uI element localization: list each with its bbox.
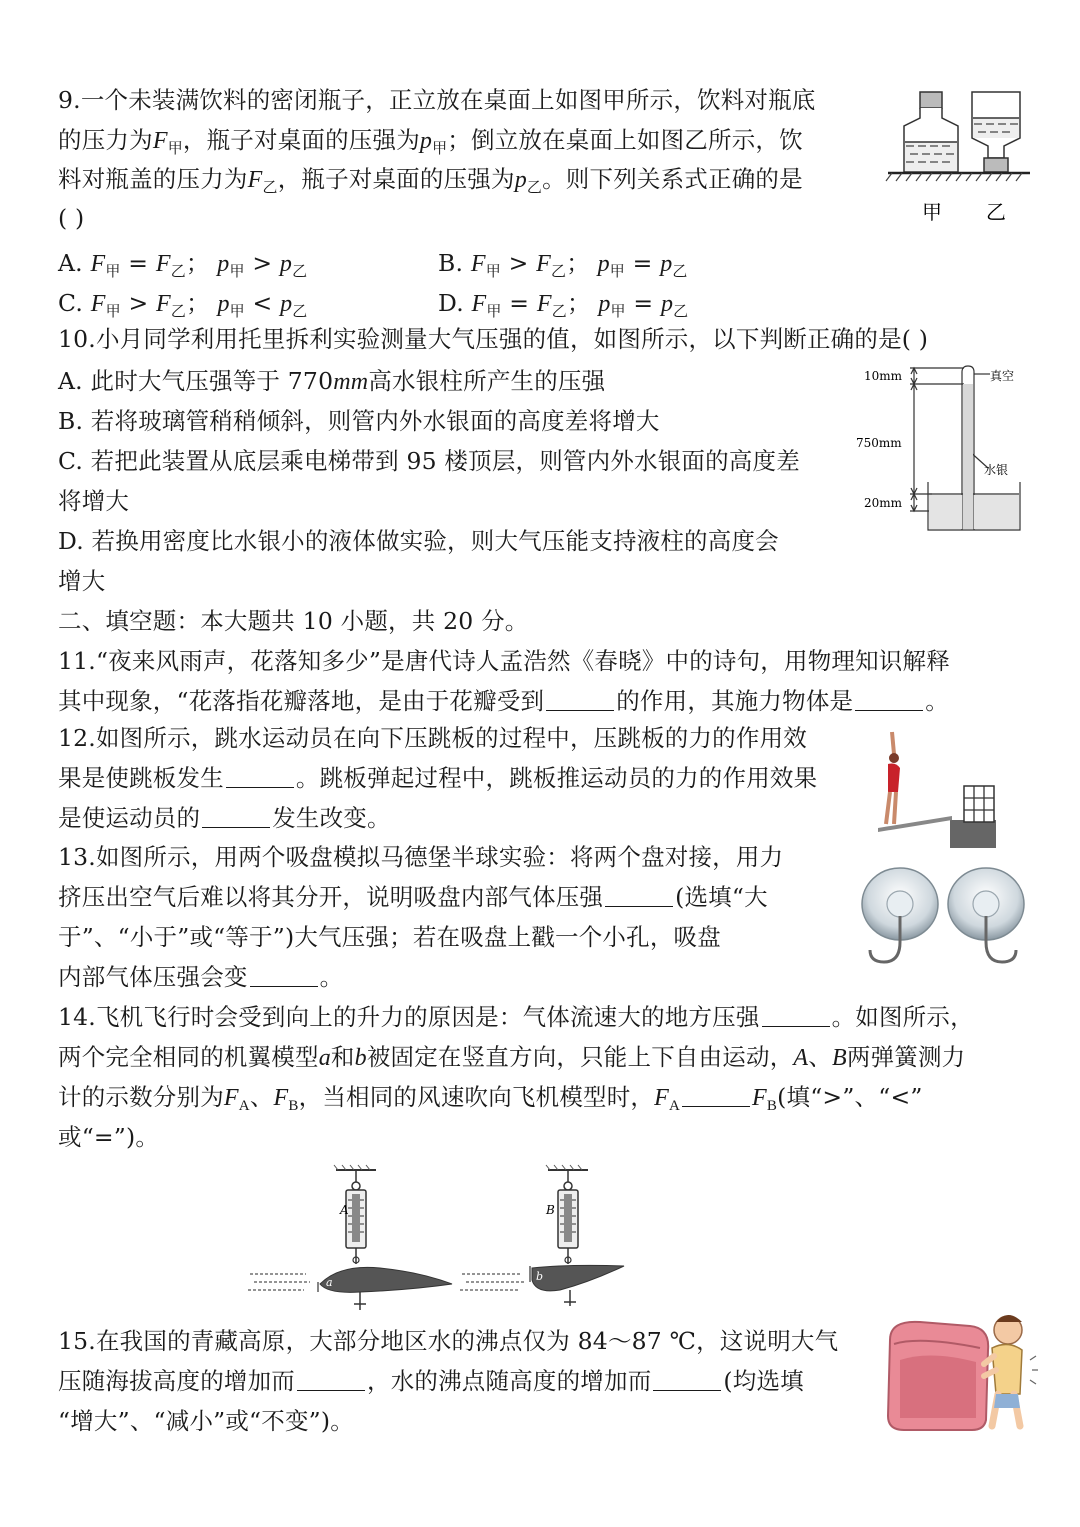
q9-text: 料对瓶盖的压力为	[58, 165, 248, 193]
sub-jia: 甲	[432, 139, 448, 157]
sub-A: A	[238, 1098, 250, 1114]
semicolon: ；	[185, 249, 210, 277]
sub-yi: 乙	[262, 178, 278, 196]
q9-answer-paren: ( )	[58, 204, 85, 232]
answer-blank[interactable]	[546, 690, 614, 711]
answer-blank[interactable]	[762, 1006, 830, 1027]
relation: >	[128, 289, 149, 317]
sub-yi: 乙	[673, 302, 689, 320]
wing-model-b	[530, 1165, 624, 1306]
label-20mm: 20mm	[864, 496, 903, 510]
q14-line-3	[58, 1081, 923, 1122]
q10-option-d-cont: 增大	[58, 567, 106, 595]
option-label: C.	[58, 289, 84, 317]
q14-text: ，当相同的风速吹向飞机模型时，	[298, 1083, 655, 1111]
var-B: B	[832, 1045, 847, 1071]
option-a-text: 高水银柱所产生的压强	[368, 367, 606, 395]
var-p: p	[279, 251, 293, 277]
suction-cup-left	[862, 868, 938, 962]
sub-yi: 乙	[292, 302, 308, 320]
wing-label-b: b	[536, 1270, 544, 1283]
sub-jia: 甲	[229, 262, 245, 280]
answer-blank[interactable]	[653, 1370, 721, 1391]
q9-text: ，瓶子对桌面的压强为	[182, 126, 420, 154]
sub-B: B	[288, 1098, 299, 1114]
mercury-column	[963, 384, 973, 529]
relation: =	[632, 249, 653, 277]
answer-blank[interactable]	[226, 767, 294, 788]
q14-text: 计的示数分别为	[58, 1083, 224, 1111]
q15-text: (均选填	[723, 1367, 804, 1395]
q12-line-3	[58, 802, 391, 834]
q9-line-2	[58, 124, 803, 164]
q14-text: 。如图所示，	[831, 1003, 974, 1031]
q12-text: 。跳板弹起过程中，跳板推运动员的力的作用效果	[295, 764, 818, 792]
sub-yi: 乙	[526, 178, 543, 196]
diver-figure	[872, 728, 1002, 850]
answer-blank[interactable]	[297, 1370, 365, 1391]
q14-line-2	[58, 1041, 965, 1074]
semicolon: ；	[566, 289, 591, 317]
sub-jia: 甲	[609, 262, 625, 280]
q13-line-1: 13.如图所示，用两个吸盘模拟马德堡半球实验：将两个盘对接，用力	[58, 843, 784, 871]
sub-jia: 甲	[486, 302, 502, 320]
var-p: p	[217, 251, 230, 277]
sub-yi: 乙	[170, 262, 186, 280]
q10-option-c[interactable]: C. 若把此装置从底层乘电梯带到 95 楼顶层，则管内外水银面的高度差	[58, 447, 800, 475]
q13-line-4	[58, 961, 343, 993]
label-jia: 甲	[922, 200, 942, 224]
q13-text: (选填“大	[675, 883, 768, 911]
var-b: b	[354, 1045, 367, 1071]
sub-yi: 乙	[672, 262, 688, 280]
relation: <	[252, 289, 273, 317]
q14-text: 、	[808, 1043, 832, 1071]
sub-jia: 甲	[105, 262, 121, 280]
q15-line-1: 15.在我国的青藏高原，大部分地区水的沸点仅为 84～87 ℃，这说明大气	[58, 1327, 839, 1355]
option-label: B.	[438, 249, 464, 277]
var-a: a	[318, 1045, 331, 1071]
q14-text: 两个完全相同的机翼模型	[58, 1043, 319, 1071]
semicolon: ；	[566, 249, 590, 277]
relation: >	[252, 249, 273, 277]
var-F: F	[156, 291, 171, 317]
var-F: F	[654, 1085, 669, 1111]
q9-text: 的压力为	[58, 126, 153, 154]
q13-line-3: 于”、“小于”或“等于”)大气压强；若在吸盘上戳一个小孔，吸盘	[58, 923, 721, 951]
sub-yi: 乙	[551, 262, 567, 280]
q11-text: 的作用，其施力物体是	[616, 687, 854, 715]
q14-line-1	[58, 1001, 974, 1033]
board-stand	[950, 820, 996, 848]
q11-text: 其中现象，“花落指花瓣落地，是由于花瓣受到	[58, 687, 545, 715]
q10-stem: 10.小月同学利用托里拆利实验测量大气压强的值，如图所示，以下判断正确的是( )	[58, 325, 929, 353]
var-F: F	[273, 1085, 289, 1111]
q14-line-4: 或“=”)。	[58, 1123, 160, 1151]
q9-text: ；倒立放在桌面上如图乙所示，饮	[447, 126, 803, 154]
q9-option-d[interactable]	[438, 287, 688, 327]
var-F: F	[223, 1085, 239, 1111]
option-label: A.	[58, 249, 83, 277]
var-F: F	[152, 128, 168, 154]
bottle-jia	[904, 92, 958, 172]
var-F: F	[536, 291, 552, 317]
q14-text: (填“>”、“<”	[777, 1083, 923, 1111]
q15-text: ，水的沸点随高度的增加而	[367, 1367, 652, 1395]
q12-text: 果是使跳板发生	[58, 764, 224, 792]
q12-line-1: 12.如图所示，跳水运动员在向下压跳板的过程中，压跳板的力的作用效	[58, 724, 807, 752]
var-A: A	[793, 1045, 809, 1071]
label-yi: 乙	[986, 200, 1006, 224]
sub-jia: 甲	[167, 139, 183, 157]
q9-option-b[interactable]	[438, 247, 688, 287]
q10-option-c-cont: 将增大	[58, 487, 130, 515]
q9-line-1	[58, 84, 816, 116]
q14-text: 被固定在竖直方向，只能上下自由运动，	[366, 1043, 794, 1071]
q9-option-c[interactable]	[58, 287, 308, 327]
var-F: F	[536, 251, 551, 277]
q15-text: 压随海拔高度的增加而	[58, 1367, 295, 1395]
sub-yi: 乙	[292, 262, 308, 280]
semicolon: ；	[186, 289, 210, 317]
relation: =	[509, 289, 530, 317]
label-750mm: 750mm	[856, 436, 902, 450]
var-p: p	[217, 291, 230, 317]
bottle-yi	[972, 92, 1020, 172]
sub-yi: 乙	[170, 302, 187, 320]
answer-blank[interactable]	[202, 807, 270, 828]
relation: >	[508, 249, 529, 277]
wing-label-a: a	[326, 1276, 333, 1289]
label-mercury: 水银	[984, 463, 1009, 477]
q12-text: 发生改变。	[272, 804, 391, 832]
q14-text: 两弹簧测力	[846, 1043, 966, 1071]
var-p: p	[598, 291, 611, 317]
q10-option-b[interactable]: B. 若将玻璃管稍稍倾斜，则管内外水银面的高度差将增大	[58, 407, 660, 435]
var-F: F	[90, 291, 106, 317]
q10-option-a[interactable]	[58, 365, 605, 398]
wing-model-a	[318, 1165, 452, 1310]
label-10mm: 10mm	[864, 369, 903, 383]
sofa	[888, 1322, 988, 1430]
var-p: p	[660, 251, 673, 277]
scale-label-B: B	[546, 1203, 555, 1217]
sub-jia: 甲	[485, 262, 501, 280]
suction-cup-right	[948, 868, 1024, 962]
q12-line-2	[58, 762, 817, 794]
var-p: p	[280, 291, 293, 317]
suction-cups-figure	[856, 862, 1034, 978]
section-heading: 二、填空题：本大题共 10 小题，共 20 分。	[58, 607, 529, 635]
q9-line-3	[58, 163, 803, 203]
answer-blank[interactable]	[855, 690, 923, 711]
relation: =	[633, 289, 654, 317]
q14-text: 14.飞机飞行时会受到向上的升力的原因是：气体流速大的地方压强	[58, 1003, 760, 1031]
q11-text: 。	[925, 687, 949, 715]
wing-models-figure	[240, 1164, 630, 1314]
var-p: p	[597, 251, 610, 277]
var-p: p	[514, 167, 527, 193]
person	[984, 1315, 1038, 1426]
relation: =	[128, 249, 149, 277]
answer-blank[interactable]	[605, 886, 673, 907]
sub-A: A	[669, 1098, 681, 1114]
unit-mm: mm	[333, 369, 369, 395]
q12-text: 是使运动员的	[58, 804, 201, 832]
answer-blank[interactable]	[682, 1086, 750, 1107]
springboard	[878, 816, 952, 832]
sub-jia: 甲	[610, 302, 626, 320]
q14-text: 、	[249, 1083, 274, 1111]
var-p: p	[660, 291, 674, 317]
q11-line-2	[58, 685, 949, 717]
torricelli-figure	[852, 360, 1032, 540]
sub-jia: 甲	[229, 302, 245, 320]
q15-line-3: “增大”、“减小”或“不变”)。	[58, 1407, 354, 1435]
q13-line-2	[58, 881, 768, 913]
q10-option-d[interactable]: D. 若换用密度比水银小的液体做实验，则大气压能支持液柱的高度会	[58, 527, 779, 555]
pushing-sofa-figure	[880, 1300, 1040, 1440]
q9-option-a[interactable]	[58, 247, 307, 287]
q13-text: 挤压出空气后难以将其分开，说明吸盘内部气体压强	[58, 883, 604, 911]
q14-text: 和	[330, 1043, 355, 1071]
q9-text: 9.一个未装满饮料的密闭瓶子，正立放在桌面上如图甲所示，饮料对瓶底	[58, 86, 816, 114]
q13-text: 内部气体压强会变	[58, 963, 248, 991]
var-p: p	[419, 128, 433, 154]
sub-jia: 甲	[105, 302, 121, 320]
var-F: F	[155, 251, 171, 277]
q9-text: 。则下列关系式正确的是	[542, 165, 803, 193]
var-F: F	[752, 1085, 767, 1111]
wind-arrows-b	[460, 1274, 524, 1290]
q13-text: 。	[319, 963, 344, 991]
bottles-figure	[884, 86, 1034, 232]
wind-arrows-a	[248, 1274, 310, 1290]
option-a-text: A. 此时大气压强等于 770	[58, 367, 334, 395]
sub-B: B	[766, 1098, 778, 1114]
answer-blank[interactable]	[250, 966, 318, 987]
scale-label-A: A	[340, 1203, 349, 1217]
label-vacuum: 真空	[990, 369, 1015, 383]
var-F: F	[90, 251, 106, 277]
sub-yi: 乙	[551, 302, 567, 320]
option-label: D.	[438, 289, 464, 317]
q11-line-1: 11.“夜来风雨声，花落知多少”是唐代诗人孟浩然《春晓》中的诗句，用物理知识解释	[58, 647, 950, 675]
q15-line-2	[58, 1365, 804, 1397]
var-F: F	[470, 251, 486, 277]
diver	[886, 732, 900, 824]
var-F: F	[471, 291, 487, 317]
q9-text: ，瓶子对桌面的压强为	[277, 165, 515, 193]
var-F: F	[247, 167, 263, 193]
